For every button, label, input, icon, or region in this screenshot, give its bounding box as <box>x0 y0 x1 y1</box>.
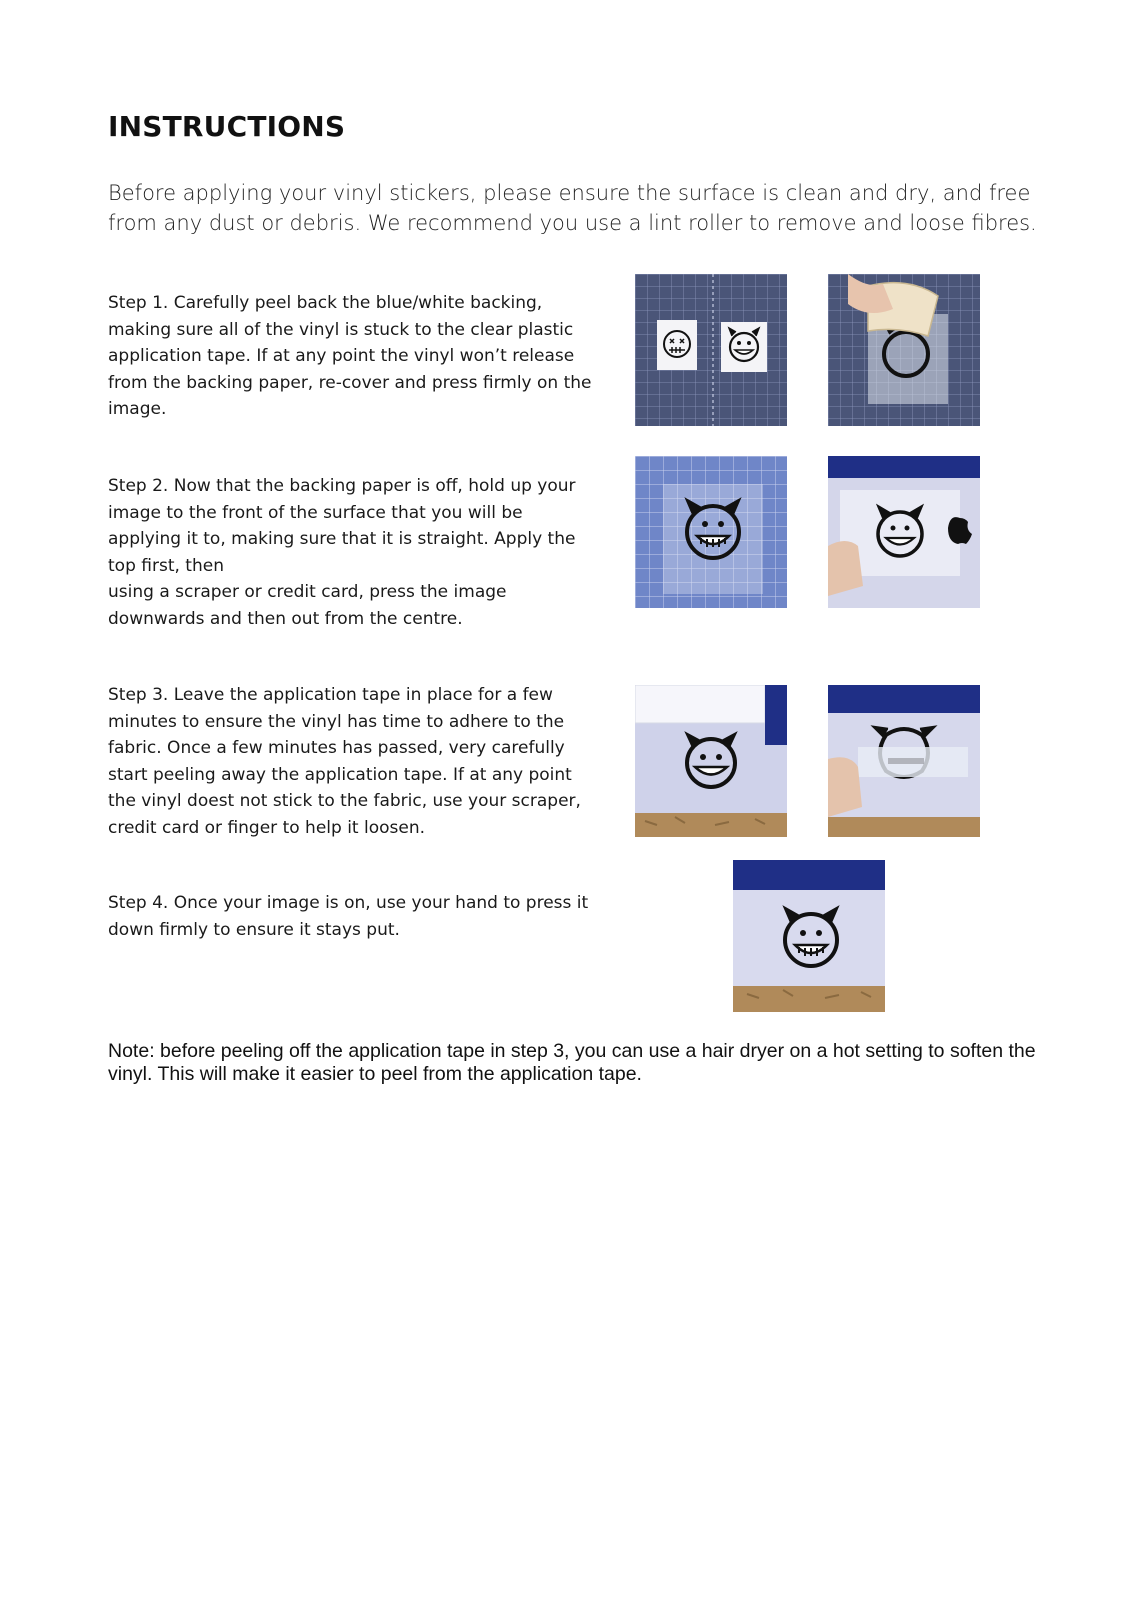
step-2-photo-applying-to-surface <box>828 456 980 608</box>
step-2-text <box>108 473 598 632</box>
step-1-text: Step 1. Carefully peel back the blue/white backing, making sure all of the vinyl is stuck to the clear plastic application tape. If at any point the vinyl won’t release from the backing paper, re-cover and press firmly on the image. <box>108 293 592 419</box>
step-3-photo-peeling-tape <box>828 685 980 837</box>
intro-paragraph: Before applying your vinyl stickers, please ensure the surface is clean and dry, and free from any dust or debris. We recommend you use a lint roller to remove and loose fibres. <box>108 181 1037 235</box>
step-2-text-part-b: using a scraper or credit card, press the image downwards and then out from the centre. <box>108 582 507 629</box>
step-1-photo-peeling-backing <box>828 274 980 426</box>
page-title: INSTRUCTIONS <box>108 110 346 143</box>
step-4-text: Step 4. Once your image is on, use your hand to press it down firmly to ensure it stays put. <box>108 893 589 940</box>
step-3-photo-tape-in-place <box>635 685 787 837</box>
step-2-text-part-a: Step 2. Now that the backing paper is off, hold up your image to the front of the surface that you will be applying it to, making sure that it is straight. Apply the top first, then <box>108 476 576 576</box>
step-2-photo-sticker-on-tape <box>635 456 787 608</box>
note-paragraph: Note: before peeling off the application tape in step 3, you can use a hair dryer on a hot setting to soften the vinyl. This will make it easier to peel from the application tape. <box>108 1040 1036 1085</box>
step-4-photo-finished-sticker <box>733 860 885 1012</box>
step-3-text: Step 3. Leave the application tape in place for a few minutes to ensure the vinyl has time to adhere to the fabric. Once a few minutes has passed, very carefully start peeling away the application tape. If at any point the vinyl doest not stick to the fabric, use your scraper, credit card or finger to help it loosen. <box>108 685 581 838</box>
step-1-photo-stickers-on-mat <box>635 274 787 426</box>
